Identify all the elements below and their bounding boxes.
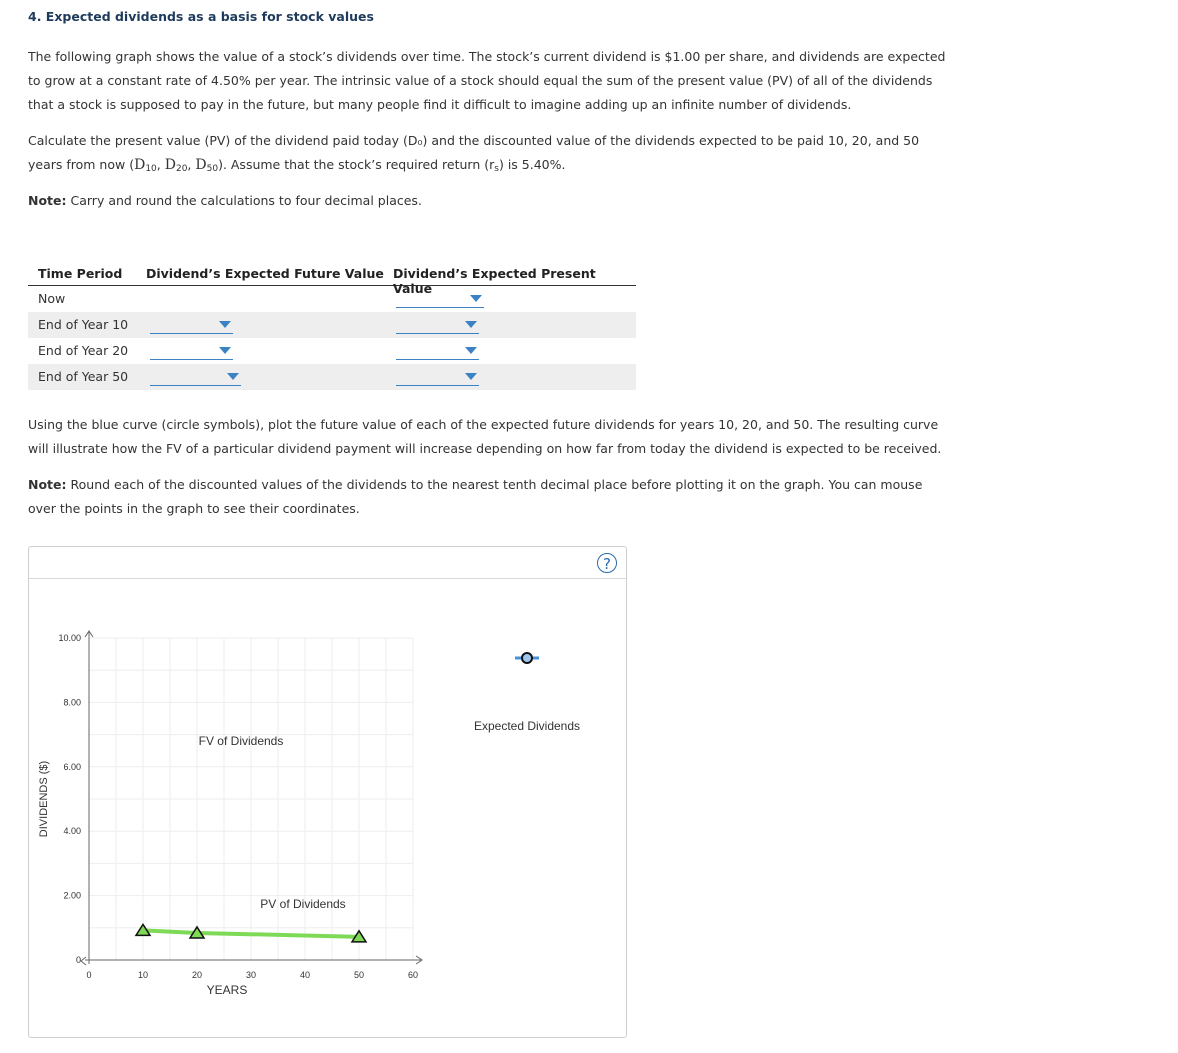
y-tick-label: 8.00 [63,697,81,708]
chevron-down-icon [465,321,477,328]
header-future-value: Dividend’s Expected Future Value [146,266,384,281]
pv-year50-dropdown[interactable] [396,368,479,386]
table-row [28,312,636,338]
y-tick-label: 4.00 [63,826,81,837]
chevron-down-icon [465,373,477,380]
row-label-year50: End of Year 50 [38,369,129,384]
header-present-value: Dividend’s Expected Present Value [393,266,596,296]
chevron-down-icon [227,373,239,380]
fv-curve-label: FV of Dividends [198,734,284,748]
x-axis-back-arrow-icon [81,957,86,965]
fv-year20-dropdown[interactable] [150,342,233,360]
chevron-down-icon [470,295,482,302]
x-tick-label: 60 [407,970,419,980]
fv-year50-dropdown[interactable] [150,368,241,386]
help-icon[interactable]: ? [597,553,617,573]
table-row [28,286,636,312]
table-row [28,364,636,390]
graph-panel [28,546,627,1038]
note-plotting: Note: Round each of the discounted values of the dividends to the nearest tenth decimal place before plotting it on the graph. You can mouse over the points in the graph to see their coordinates. [28,477,923,516]
x-tick-label: 10 [137,970,149,980]
graph-toolbar [29,547,626,579]
dividend-chart[interactable] [29,578,626,1037]
pv-year20-dropdown[interactable] [396,342,479,360]
x-tick-label: 50 [353,970,365,980]
legend-label: Expected Dividends [473,719,581,733]
chart-grid [89,638,413,960]
row-label-year20: End of Year 20 [38,343,129,358]
table-row [28,338,636,364]
x-tick-label: 0 [86,970,92,980]
x-tick-label: 40 [299,970,311,980]
header-time-period: Time Period [38,266,123,281]
chevron-down-icon [219,347,231,354]
fv-year10-dropdown[interactable] [150,316,233,334]
legend-circle-marker[interactable] [522,653,532,663]
note-rounding: Note: Carry and round the calculations to four decimal places. [28,193,422,208]
y-axis-label: DIVIDENDS ($) [38,760,50,838]
pv-curve-label: PV of Dividends [260,897,346,911]
y-tick-label: 0 [75,955,81,965]
row-label-year10: End of Year 10 [38,317,129,332]
row-label-now: Now [38,291,66,306]
x-tick-label: 30 [245,970,257,980]
pv-now-dropdown[interactable] [396,290,484,308]
question-title: 4. Expected dividends as a basis for stock values [28,9,374,24]
pv-year10-dropdown[interactable] [396,316,479,334]
x-axis-label: YEARS [206,983,248,997]
y-tick-label: 10.00 [58,633,81,643]
instruction-paragraph: Calculate the present value (PV) of the dividend paid today (D₀) and the discounted value of the dividends expected to be paid 10, 20, and 50 years from now ($D_{10}$, $D_{20}$, $D_{50}$). Assume that the stock’s required return $(r_s)$ is 5.40%. [28,133,920,174]
plot-instructions: Using the blue curve (circle symbols), plot the future value of each of the expected future dividends for years 10, 20, and 50. The resulting curve will illustrate how the FV of a particular dividend payment will increase depending on how far from today the dividend is expected to be received. [28,417,942,456]
y-tick-label: 6.00 [63,761,81,772]
chevron-down-icon [465,347,477,354]
chevron-down-icon [219,321,231,328]
table-header [28,262,636,296]
y-tick-label: 2.00 [63,890,81,901]
x-tick-label: 20 [191,970,203,980]
intro-paragraph: The following graph shows the value of a stock’s dividends over time. The stock’s current dividend is $1.00 per share, and dividends are expected to grow at a constant rate of 4.50% per year. The intrinsic value of a stock should equal the sum of the present value (PV) of all of the dividends that a stock is supposed to pay in the future, but many people find it difficult to imagine adding up an infinite number of dividends. [28,49,946,112]
